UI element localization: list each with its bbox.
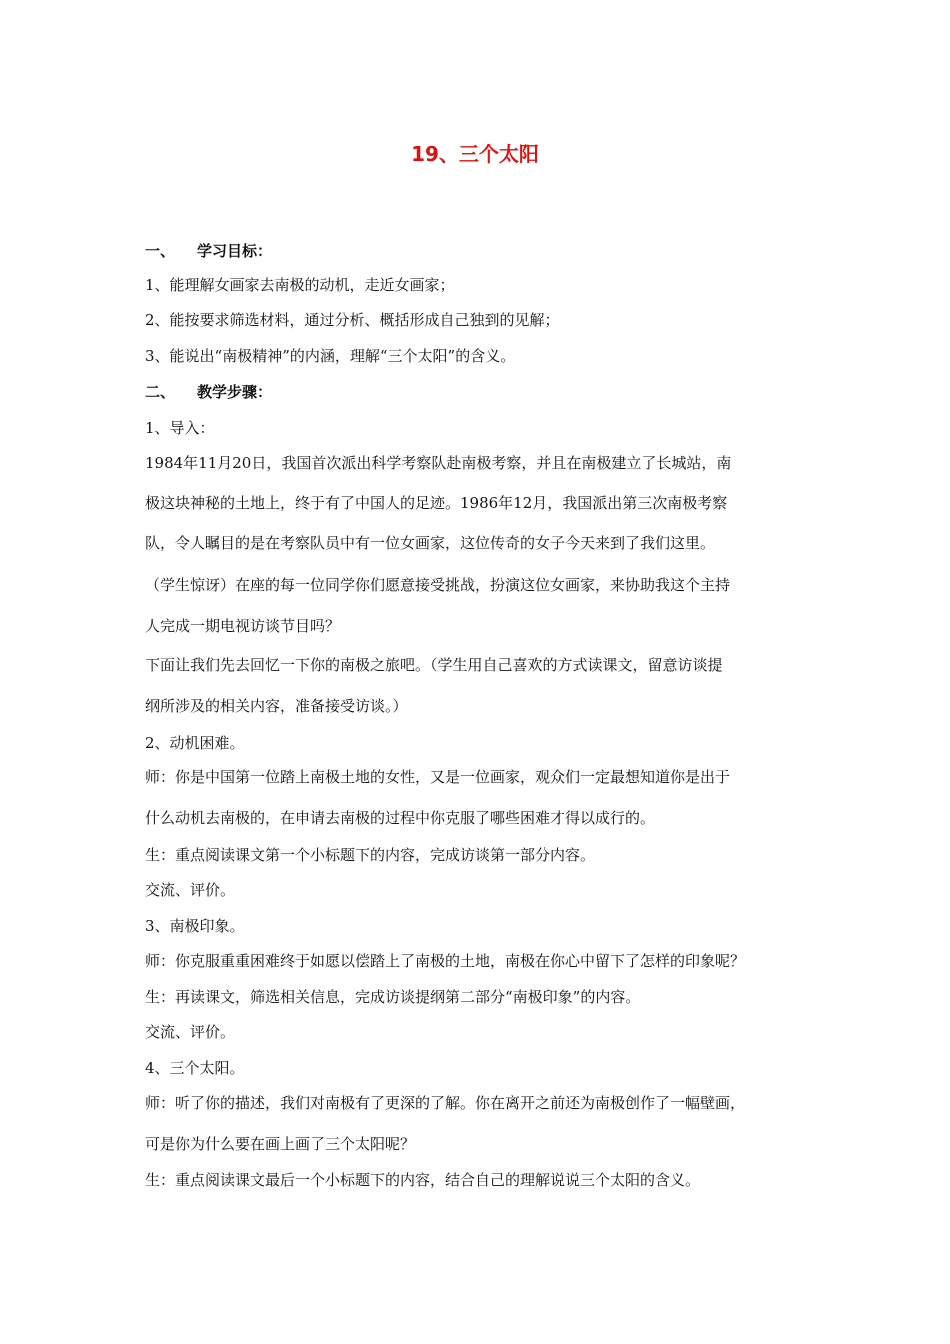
paragraph-line: 纲所涉及的相关内容，准备接受访谈。） (145, 697, 408, 715)
section-number: 一、 (145, 242, 176, 260)
paragraph-line: 人完成一期电视访谈节目吗？ (145, 617, 341, 635)
section-number: 二、 (145, 383, 176, 401)
section-label: 学习目标： (197, 242, 273, 260)
paragraph-line: （学生惊讶）在座的每一位同学你们愿意接受挑战，扮演这位女画家，来协助我这个主持 (145, 576, 731, 594)
paragraph-line: 交流、评价。 (145, 1023, 236, 1041)
goal-item: 3、能说出“南极精神”的内涵，理解“三个太阳”的含义。 (145, 347, 516, 365)
document-title: 19、三个太阳 (411, 142, 539, 166)
paragraph-line: 师：你克服重重困难终于如愿以偿踏上了南极的土地，南极在你心中留下了怎样的印象呢？ (145, 952, 746, 970)
paragraph-line: 3、南极印象。 (145, 917, 245, 935)
paragraph-line: 可是你为什么要在画上画了三个太阳呢？ (145, 1135, 416, 1153)
goal-item: 1、能理解女画家去南极的动机，走近女画家； (145, 276, 455, 294)
paragraph-line: 4、三个太阳。 (145, 1059, 245, 1077)
paragraph-line: 1984年11月20日，我国首次派出科学考察队赴南极考察，并且在南极建立了长城站，南 (145, 454, 732, 472)
goal-item: 2、能按要求筛选材料，通过分析、概括形成自己独到的见解； (145, 311, 560, 329)
paragraph-line: 极这块神秘的土地上，终于有了中国人的足迹。1986年12月，我国派出第三次南极考察 (145, 494, 728, 512)
paragraph-line: 师：你是中国第一位踏上南极土地的女性，又是一位画家，观众们一定最想知道你是出于 (145, 768, 731, 786)
paragraph-line: 师：听了你的描述，我们对南极有了更深的了解。你在离开之前还为南极创作了一幅壁画， (145, 1094, 746, 1112)
paragraph-line: 队，令人瞩目的是在考察队员中有一位女画家，这位传奇的女子今天来到了我们这里。 (145, 534, 716, 552)
paragraph-line: 下面让我们先去回忆一下你的南极之旅吧。（学生用自己喜欢的方式读课文，留意访谈提 (145, 656, 723, 674)
paragraph-line: 什么动机去南极的，在申请去南极的过程中你克服了哪些困难才得以成行的。 (145, 809, 656, 827)
paragraph-line: 1、导入： (145, 419, 215, 437)
paragraph-line: 2、动机困难。 (145, 734, 245, 752)
section-heading-goals (145, 241, 815, 261)
paragraph-line: 交流、评价。 (145, 881, 236, 899)
paragraph-line: 生：重点阅读课文最后一个小标题下的内容，结合自己的理解说说三个太阳的含义。 (145, 1171, 701, 1189)
section-heading-steps (145, 382, 815, 402)
section-label: 教学步骤： (197, 383, 273, 401)
paragraph-line: 生：再读课文，筛选相关信息，完成访谈提纲第二部分“南极印象”的内容。 (145, 988, 641, 1006)
paragraph-line: 生：重点阅读课文第一个小标题下的内容，完成访谈第一部分内容。 (145, 846, 596, 864)
